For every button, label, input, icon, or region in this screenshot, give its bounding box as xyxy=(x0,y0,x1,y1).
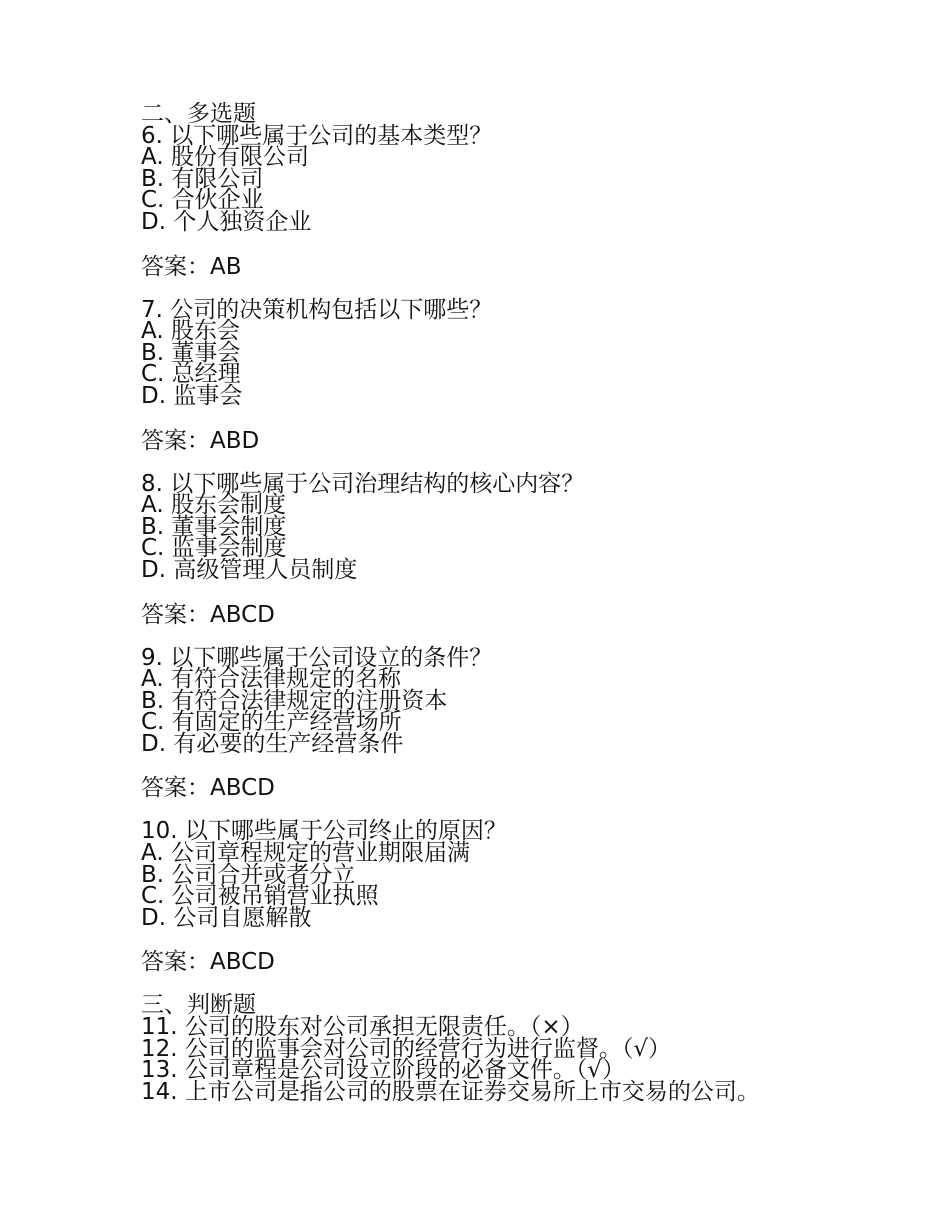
question-text: 7. 公司的决策机构包括以下哪些？ xyxy=(141,296,493,323)
option-a: A. 股份有限公司 xyxy=(141,144,309,171)
option-b: B. 董事会 xyxy=(141,339,241,366)
question-block-6 xyxy=(141,122,921,300)
option-d: D. 个人独资企业 xyxy=(141,208,312,235)
judgement-item-11: 11. 公司的股东对公司承担无限责任。（×） xyxy=(141,1014,584,1041)
answer-text: 答案：AB xyxy=(141,253,242,280)
judgement-item-12: 12. 公司的监事会对公司的经营行为进行监督。（√） xyxy=(141,1035,672,1062)
spacer xyxy=(141,755,921,777)
option-b: B. 有符合法律规定的注册资本 xyxy=(141,687,448,714)
spacer xyxy=(141,234,921,256)
question-text: 9. 以下哪些属于公司设立的条件？ xyxy=(141,644,493,671)
document-page xyxy=(141,101,921,1105)
spacer xyxy=(141,973,921,995)
question-block-9 xyxy=(141,644,921,822)
spacer xyxy=(141,929,921,951)
option-a: A. 股东会 xyxy=(141,318,240,345)
option-b: B. 公司合并或者分立 xyxy=(141,861,356,888)
answer-text: 答案：ABCD xyxy=(141,949,275,976)
option-d: D. 有必要的生产经营条件 xyxy=(141,730,404,757)
question-text: 8. 以下哪些属于公司治理结构的核心内容？ xyxy=(141,470,585,497)
spacer xyxy=(141,582,921,604)
answer-text: 答案：ABCD xyxy=(141,775,275,802)
option-d: D. 高级管理人员制度 xyxy=(141,556,358,583)
option-d: D. 监事会 xyxy=(141,382,243,409)
question-block-7 xyxy=(141,296,921,474)
option-b: B. 董事会制度 xyxy=(141,513,287,540)
spacer xyxy=(141,408,921,430)
option-c: C. 公司被吊销营业执照 xyxy=(141,883,379,910)
option-c: C. 有固定的生产经营场所 xyxy=(141,709,402,736)
question-block-8 xyxy=(141,470,921,648)
option-a: A. 有符合法律规定的名称 xyxy=(141,666,401,693)
option-d: D. 公司自愿解散 xyxy=(141,904,312,931)
option-c: C. 监事会制度 xyxy=(141,535,287,562)
question-block-10 xyxy=(141,818,921,995)
judgement-item-13: 13. 公司章程是公司设立阶段的必备文件。（√） xyxy=(141,1057,626,1084)
judgement-item-14: 14. 上市公司是指公司的股票在证券交易所上市交易的公司。 xyxy=(141,1078,760,1105)
option-a: A. 股东会制度 xyxy=(141,492,286,519)
option-c: C. 总经理 xyxy=(141,361,241,388)
option-b: B. 有限公司 xyxy=(141,165,264,192)
question-text: 10. 以下哪些属于公司终止的原因？ xyxy=(141,818,507,845)
answer-text: 答案：ABCD xyxy=(141,601,275,628)
option-a: A. 公司章程规定的营业期限届满 xyxy=(141,840,470,867)
option-c: C. 合伙企业 xyxy=(141,187,264,214)
section-heading-true-false: 三、判断题 xyxy=(141,992,256,1019)
section-heading-multiple-choice: 二、多选题 xyxy=(141,101,256,127)
answer-text: 答案：ABD xyxy=(141,427,260,454)
question-text: 6. 以下哪些属于公司的基本类型？ xyxy=(141,122,493,149)
